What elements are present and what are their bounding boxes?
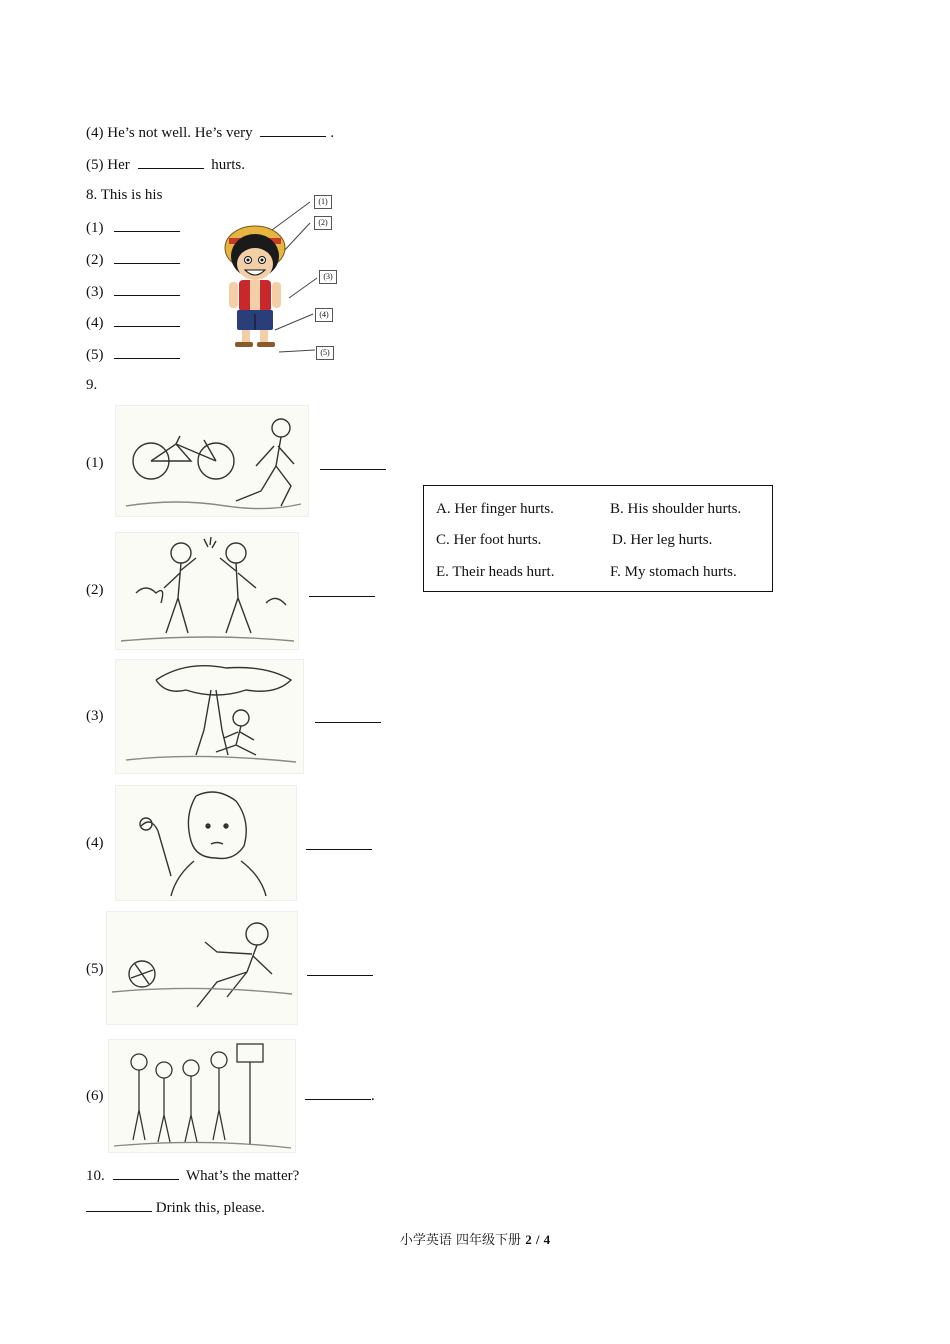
answer-blank[interactable] xyxy=(114,345,180,359)
item-number: (4) xyxy=(86,315,104,331)
q9-picture-1 xyxy=(115,405,309,517)
q8-item-2 xyxy=(86,250,184,269)
q9-answer-blank-5[interactable] xyxy=(307,974,373,976)
q9-picture-2 xyxy=(115,532,299,650)
q10-line-1 xyxy=(86,1166,299,1185)
dialogue-text: What’s the matter? xyxy=(185,1168,300,1184)
q8-item-4 xyxy=(86,313,184,332)
answer-blank[interactable] xyxy=(260,123,326,137)
item-text: Her xyxy=(107,157,130,173)
q9-item-2-number: (2) xyxy=(86,582,104,598)
q7-item-5 xyxy=(86,155,245,174)
q9-item-3-number: (3) xyxy=(86,708,104,724)
callout-label-4: (4) xyxy=(315,308,333,322)
q9-answer-blank-6[interactable] xyxy=(305,1086,371,1100)
q8-title: 8. This is his xyxy=(86,187,163,203)
q8-item-3 xyxy=(86,282,184,301)
q8-item-1 xyxy=(86,218,184,237)
answer-blank[interactable] xyxy=(114,282,180,296)
q9-answer-blank-1[interactable] xyxy=(320,468,386,470)
two-boys-bump-heads-sketch xyxy=(116,533,298,649)
q9-title: 9. xyxy=(86,377,98,393)
callout-label-5: (5) xyxy=(316,346,334,360)
girl-hurt-foot-ball-sketch xyxy=(107,912,297,1024)
item-suffix: . xyxy=(371,1088,375,1104)
option-f: F. My stomach hurts. xyxy=(610,564,737,580)
option-c: C. Her foot hurts. xyxy=(436,532,542,548)
boy-under-tree-sketch xyxy=(116,660,303,773)
option-d: D. Her leg hurts. xyxy=(612,532,713,548)
fallen-bike-girl-sketch xyxy=(116,406,308,516)
item-number: 10. xyxy=(86,1168,105,1184)
item-number: (5) xyxy=(86,157,104,173)
option-a: A. Her finger hurts. xyxy=(436,501,554,517)
kids-group-sketch xyxy=(109,1040,295,1152)
item-number: (2) xyxy=(86,252,104,268)
answer-blank[interactable] xyxy=(138,155,204,169)
q10-line-2 xyxy=(86,1198,265,1217)
item-suffix: . xyxy=(330,125,335,141)
item-number: (3) xyxy=(86,284,104,300)
q7-item-4 xyxy=(86,123,334,142)
q9-item-5-number: (5) xyxy=(86,961,104,977)
answer-options-box xyxy=(423,485,773,592)
answer-blank[interactable] xyxy=(114,250,180,264)
q8-item-5 xyxy=(86,345,184,364)
page-total: 4 xyxy=(543,1232,551,1247)
q9-answer-6 xyxy=(305,1086,375,1105)
item-suffix: hurts. xyxy=(211,157,245,173)
page-separator: / xyxy=(535,1232,540,1247)
q9-picture-3 xyxy=(115,659,304,774)
item-number: (5) xyxy=(86,347,104,363)
option-e: E. Their heads hurt. xyxy=(436,564,555,580)
q9-item-6-number: (6) xyxy=(86,1088,104,1104)
girl-sore-finger-sketch xyxy=(116,786,296,900)
q9-picture-5 xyxy=(106,911,298,1025)
answer-blank[interactable] xyxy=(114,313,180,327)
q9-answer-blank-2[interactable] xyxy=(309,595,375,597)
page-footer xyxy=(0,1229,950,1248)
footer-text: 小学英语 四年级下册 xyxy=(399,1233,522,1248)
q9-picture-6 xyxy=(108,1039,296,1153)
dialogue-text: Drink this, please. xyxy=(155,1200,265,1216)
q9-answer-blank-3[interactable] xyxy=(315,721,381,723)
callout-label-1: (1) xyxy=(314,195,332,209)
callout-label-3: (3) xyxy=(319,270,337,284)
callout-label-2: (2) xyxy=(314,216,332,230)
q9-answer-blank-4[interactable] xyxy=(306,848,372,850)
answer-blank[interactable] xyxy=(86,1198,152,1212)
q9-item-1-number: (1) xyxy=(86,455,104,471)
item-number: (1) xyxy=(86,220,104,236)
answer-blank[interactable] xyxy=(113,1166,179,1180)
page-number: 2 xyxy=(525,1232,532,1247)
item-number: (4) xyxy=(86,125,104,141)
option-b: B. His shoulder hurts. xyxy=(610,501,742,517)
answer-blank[interactable] xyxy=(114,218,180,232)
q9-picture-4 xyxy=(115,785,297,901)
q9-item-4-number: (4) xyxy=(86,835,104,851)
item-text: He’s not well. He’s very xyxy=(107,125,253,141)
cartoon-boy-figure xyxy=(215,190,345,360)
